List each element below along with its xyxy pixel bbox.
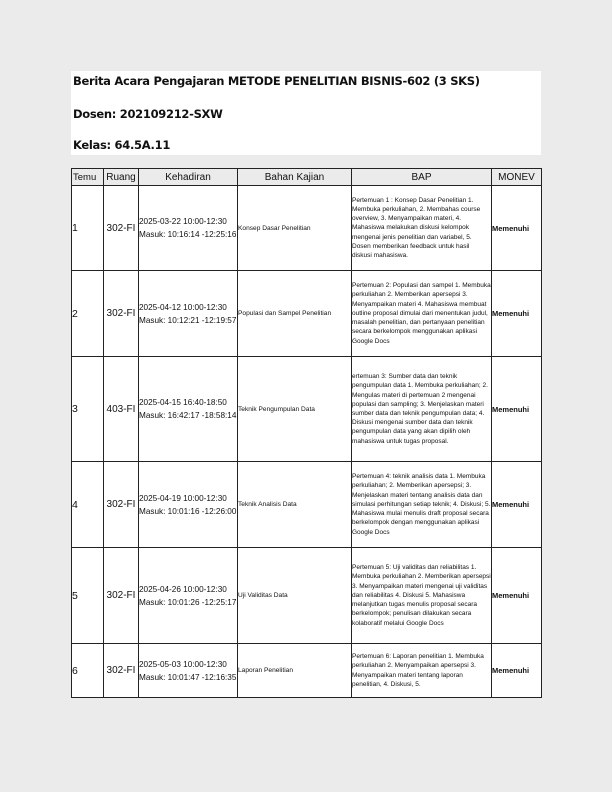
col-header-bahan-kajian: Bahan Kajian <box>238 169 352 186</box>
cell-bap: Pertemuan 2: Populasi dan sampel 1. Membuka perkuliahan 2. Memberikan apersepsi 3. Menyampaikan materi 4. Mahasiswa membuat outline proposal dimulai dari menentukan judul, masalah penelitian, dan pertanyaan penelitian secara berkelompok menggunakan aplikasi Google Docs <box>352 271 492 357</box>
cell-bap: Pertemuan 6: Laporan penelitian 1. Membuka perkuliahan 2. Menyampaikan apersepsi 3. Menyampaikan materi tentang laporan penelitian, 4. Diskusi, 5. <box>352 644 492 698</box>
attendance-time: Masuk: 10:01:16 -12:26:00 <box>139 506 237 516</box>
cell-ruang: 302-FI <box>104 462 139 548</box>
cell-temu: 4 <box>72 462 104 548</box>
cell-kehadiran <box>139 548 238 644</box>
kelas-label: Kelas: 64.5A.11 <box>73 138 171 152</box>
attendance-time: Masuk: 10:01:47 -12:16:35 <box>139 672 237 682</box>
table-row <box>72 271 542 357</box>
cell-bahan-kajian: Populasi dan Sampel Penelitian <box>238 271 352 357</box>
cell-ruang: 302-FI <box>104 644 139 698</box>
schedule-time: 2025-04-15 16:40-18:50 <box>139 398 227 407</box>
document-title: Berita Acara Pengajaran METODE PENELITIAN BISNIS-602 (3 SKS) <box>73 74 480 88</box>
schedule-time: 2025-04-26 10:00-12:30 <box>139 584 227 594</box>
col-header-monev: MONEV <box>492 169 542 186</box>
cell-monev: Memenuhi <box>492 548 542 644</box>
table-row <box>72 644 542 698</box>
cell-ruang: 403-FI <box>104 357 139 462</box>
cell-bahan-kajian: Uji Validitas Data <box>238 548 352 644</box>
cell-bahan-kajian: Konsep Dasar Penelitian <box>238 186 352 271</box>
schedule-time: 2025-03-22 10:00-12:30 <box>139 217 227 226</box>
cell-temu: 3 <box>72 357 104 462</box>
cell-temu: 6 <box>72 644 104 698</box>
cell-ruang: 302-FI <box>104 271 139 357</box>
schedule-time: 2025-04-19 10:00-12:30 <box>139 493 227 503</box>
cell-bap: Pertemuan 5: Uji validitas dan reliabilitas 1. Membuka perkuliahan 2. Memberikan apersepsi 3. Menyampaikan materi mengenai uji validitas dan reliabilitas 4. Diskusi 5. Mahasiswa melanjutkan tugas menulis proposal secara berkelompok; penulisan dilakukan secara kolaboratif melalui Google Docs <box>352 548 492 644</box>
dosen-label: Dosen: 202109212-SXW <box>73 107 223 121</box>
table-header-row <box>72 169 542 186</box>
cell-monev: Memenuhi <box>492 357 542 462</box>
table-row <box>72 186 542 271</box>
schedule-time: 2025-04-12 10:00-12:30 <box>139 302 227 312</box>
cell-kehadiran <box>139 357 238 462</box>
col-header-ruang: Ruang <box>104 169 139 186</box>
table-row <box>72 462 542 548</box>
cell-temu: 1 <box>72 186 104 271</box>
cell-kehadiran <box>139 644 238 698</box>
attendance-time: Masuk: 10:12:21 -12:19:57 <box>139 315 237 325</box>
attendance-time: Masuk: 10:16:14 -12:25:16 <box>139 230 237 239</box>
cell-kehadiran <box>139 462 238 548</box>
col-header-temu: Temu <box>72 169 104 186</box>
attendance-time: Masuk: 16:42:17 -18:58:14 <box>139 411 237 420</box>
document-header <box>71 71 541 155</box>
cell-temu: 2 <box>72 271 104 357</box>
cell-monev: Memenuhi <box>492 186 542 271</box>
cell-bahan-kajian: Teknik Pengumpulan Data <box>238 357 352 462</box>
cell-bap: Pertemuan 4: teknik analisis data 1. Membuka perkuliahan; 2. Memberikan apersepsi; 3. Menjelaskan materi tentang analisis data dan simulasi perhitungan setiap teknik; 4. Diskusi; 5. Mahasiswa mulai menulis draft proposal secara berkelompok dengan menggunakan aplikasi Google Docs <box>352 462 492 548</box>
cell-temu: 5 <box>72 548 104 644</box>
table-row <box>72 357 542 462</box>
col-header-kehadiran: Kehadiran <box>139 169 238 186</box>
cell-monev: Memenuhi <box>492 644 542 698</box>
cell-bahan-kajian: Laporan Penelitian <box>238 644 352 698</box>
cell-bap: ertemuan 3: Sumber data dan teknik pengumpulan data 1. Membuka perkuliahan; 2. Mengulas materi di pertemuan 2 mengenai populasi dan sampling; 3. Menjelaskan materi sumber data dan teknik pengumpulan data; 4. Diskusi mengenai sumber data dan teknik pengumpulan data yang akan dipilih oleh mahasiswa untuk tugas proposal. <box>352 357 492 462</box>
schedule-time: 2025-05-03 10:00-12:30 <box>139 659 227 669</box>
cell-monev: Memenuhi <box>492 271 542 357</box>
cell-kehadiran <box>139 186 238 271</box>
attendance-time: Masuk: 10:01:26 -12:25:17 <box>139 597 237 607</box>
table-row <box>72 548 542 644</box>
cell-bap: Pertemuan 1 : Konsep Dasar Penelitian 1. Membuka perkuliahan, 2. Membahas course overview, 3. Menyampaikan materi, 4. Mahasiswa melakukan diskusi kelompok mengenai jenis penelitian dan variabel, 5. Dosen memberikan feedback untuk hasil diskusi mahasiswa. <box>352 186 492 271</box>
cell-bahan-kajian: Teknik Analisis Data <box>238 462 352 548</box>
cell-ruang: 302-FI <box>104 548 139 644</box>
cell-monev: Memenuhi <box>492 462 542 548</box>
cell-ruang: 302-FI <box>104 186 139 271</box>
cell-kehadiran <box>139 271 238 357</box>
col-header-bap: BAP <box>352 169 492 186</box>
teaching-record-table <box>71 168 542 698</box>
